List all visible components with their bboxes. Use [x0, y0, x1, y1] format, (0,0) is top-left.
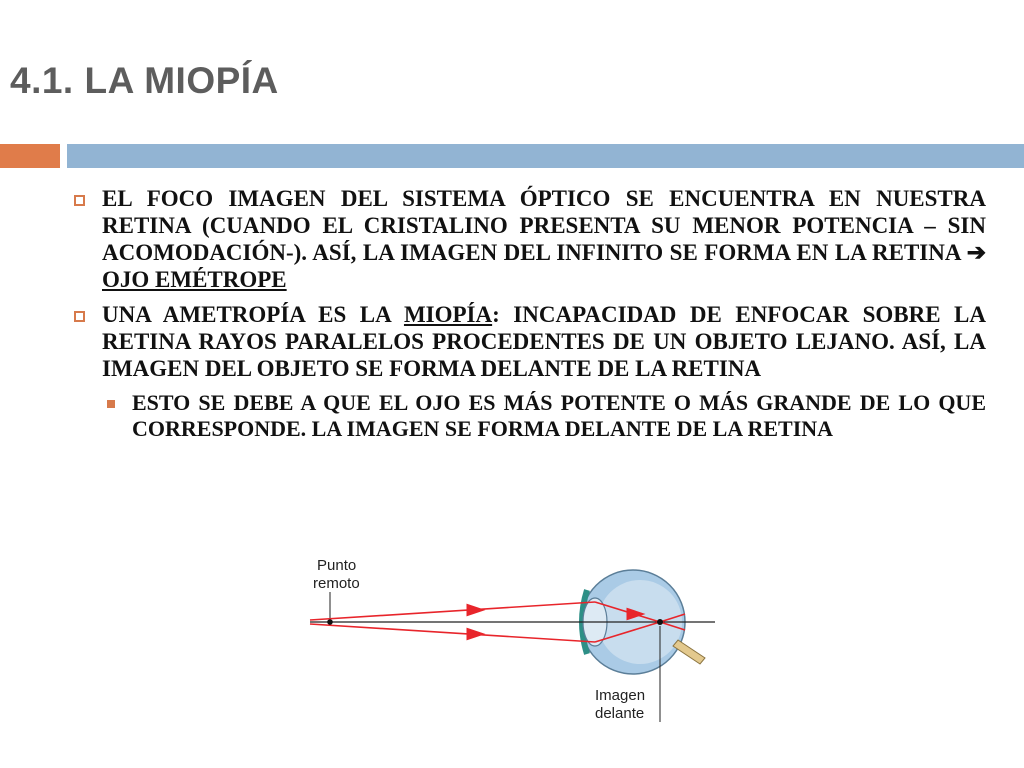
bullet-underlined-text: OJO EMÉTROPE: [102, 267, 287, 292]
arrow-icon: ➔: [966, 240, 986, 265]
bullet-list: [72, 185, 986, 450]
bullet-item-emmetropic-eye: [72, 185, 986, 293]
bullet-text-continued: : INCAPACIDAD DE ENFOCAR SOBRE LA RETINA RAYOS PARALELOS PROCEDENTES DE UN OBJETO LEJANO. ASÍ, LA IMAGEN DEL OBJETO SE FORMA DELANTE DE LA RETINA: [102, 302, 986, 381]
square-bullet-icon: [74, 311, 85, 322]
accent-bar-orange: [0, 144, 60, 168]
far-point-label-line2: remoto: [313, 575, 360, 592]
slide-title: 4.1. LA MIOPÍA: [10, 60, 279, 101]
filled-square-bullet-icon: [107, 400, 115, 408]
accent-bar-blue: [67, 144, 1024, 168]
far-point-label-line1: Punto: [317, 557, 357, 574]
sub-bullet-text: ESTO SE DEBE A QUE EL OJO ES MÁS POTENTE O MÁS GRANDE DE LO QUE CORRESPONDE. LA IMAGEN SE FORMA DELANTE DE LA RETINA: [132, 390, 986, 441]
sub-bullet-item-cause: [104, 390, 986, 442]
image-label-line2: delante: [595, 705, 645, 722]
bullet-text: EL FOCO IMAGEN DEL SISTEMA ÓPTICO SE ENCUENTRA EN NUESTRA RETINA (CUANDO EL CRISTALINO PRESENTA SU MENOR POTENCIA – SIN ACOMODACIÓN-). ASÍ, LA IMAGEN DEL INFINITO SE FORMA EN LA RETINA: [102, 186, 986, 265]
far-point-dot: [327, 619, 333, 625]
image-point-dot: [657, 619, 663, 625]
myopic-eye-diagram: [295, 550, 725, 730]
bullet-text: UNA AMETROPÍA ES LA: [102, 302, 404, 327]
bullet-underlined-text: MIOPÍA: [403, 302, 493, 327]
square-bullet-icon: [74, 195, 85, 206]
bullet-item-myopia: [72, 301, 986, 382]
image-label-line1: Imagen: [595, 687, 646, 704]
